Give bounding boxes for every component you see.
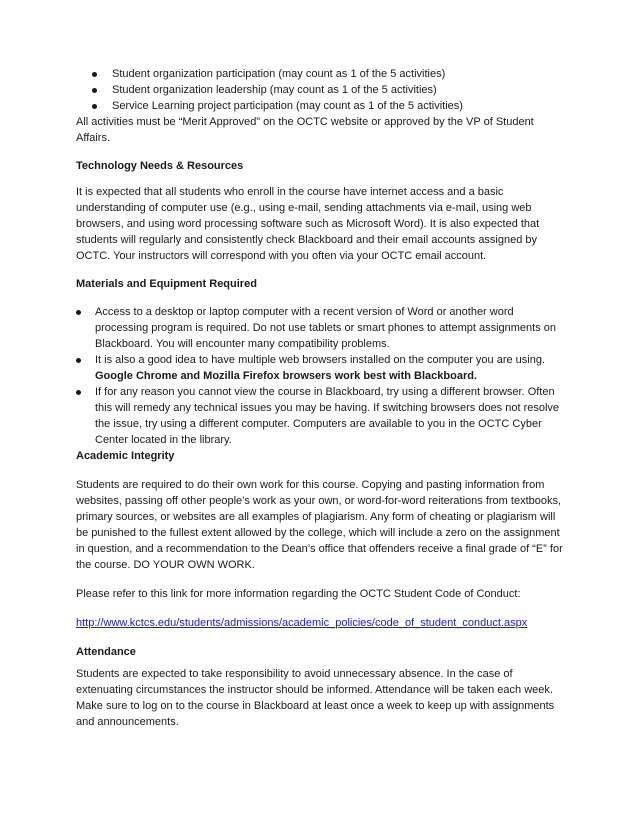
bullet-icon (92, 88, 97, 93)
list-item-text: Service Learning project participation (may count as 1 of the 5 activities) (112, 100, 463, 112)
document-body (76, 66, 566, 730)
list-item (76, 98, 566, 114)
bullet-icon (76, 310, 81, 315)
list-item (76, 352, 566, 384)
list-item-text: Student organization leadership (may count as 1 of the 5 activities) (112, 84, 437, 96)
activities-list (76, 66, 566, 114)
list-item (76, 66, 566, 82)
code-of-conduct-link[interactable]: http://www.kctcs.edu/students/admissions/academic_policies/code_of_student_conduct.aspx (76, 617, 528, 629)
list-item-text: It is also a good idea to have multiple web browsers installed on the computer you are using. (95, 354, 546, 366)
bullet-icon (76, 390, 81, 395)
materials-heading: Materials and Equipment Required (76, 278, 257, 290)
list-item-text: Student organization participation (may count as 1 of the 5 activities) (112, 68, 446, 80)
merit-note: All activities must be “Merit Approved” on the OCTC website or approved by the VP of Student Affairs. (76, 116, 534, 144)
bullet-icon (92, 72, 97, 77)
bullet-icon (76, 358, 81, 363)
browser-recommendation: Google Chrome and Mozilla Firefox browsers work best with Blackboard. (95, 370, 478, 382)
list-item (76, 82, 566, 98)
attendance-heading: Attendance (76, 646, 136, 658)
list-item-text: Access to a desktop or laptop computer with a recent version of Word or another word processing program is required. Do not use tablets or smart phones to attempt assignments on Blackboard. You will encounter many compatibility problems. (95, 306, 557, 350)
list-item (76, 304, 566, 352)
code-of-conduct-note: Please refer to this link for more information regarding the OCTC Student Code of Conduct: (76, 588, 521, 600)
integrity-heading: Academic Integrity (76, 450, 175, 462)
integrity-paragraph: Students are required to do their own work for this course. Copying and pasting information from websites, passing off other people’s work as your own, or word-for-word reiterations from textbooks, primary sources, or websites are all examples of plagiarism. Any form of cheating or plagiarism will be punished to the fullest extent allowed by the college, which will include a zero on the assignment in question, and a recommendation to the Dean’s office that offenders receive a final grade of “E” for the course. DO YOUR OWN WORK. (76, 479, 563, 571)
technology-paragraph: It is expected that all students who enroll in the course have internet access and a basic understanding of computer use (e.g., using e-mail, sending attachments via e-mail, using web browsers, and using word processing software such as Microsoft Word). It is also expected that students will regularly and consistently check Blackboard and their email accounts assigned by OCTC. Your instructors will correspond with you often via your OCTC email account. (76, 186, 540, 262)
list-item (76, 384, 566, 448)
materials-list (76, 304, 566, 448)
attendance-paragraph: Students are expected to take responsibility to avoid unnecessary absence. In the case of extenuating circumstances the instructor should be informed. Attendance will be taken each week. Make sure to log on to the course in Blackboard at least once a week to keep up with assignments and announcements. (76, 668, 555, 728)
bullet-icon (92, 104, 97, 109)
list-item-text: If for any reason you cannot view the course in Blackboard, try using a different browser. Often this will remedy any technical issues you may be having. If switching browsers does not resolve the issue, try using a different computer. Computers are available to you in the OCTC Cyber Center located in the library. (95, 386, 560, 446)
technology-heading: Technology Needs & Resources (76, 160, 244, 172)
